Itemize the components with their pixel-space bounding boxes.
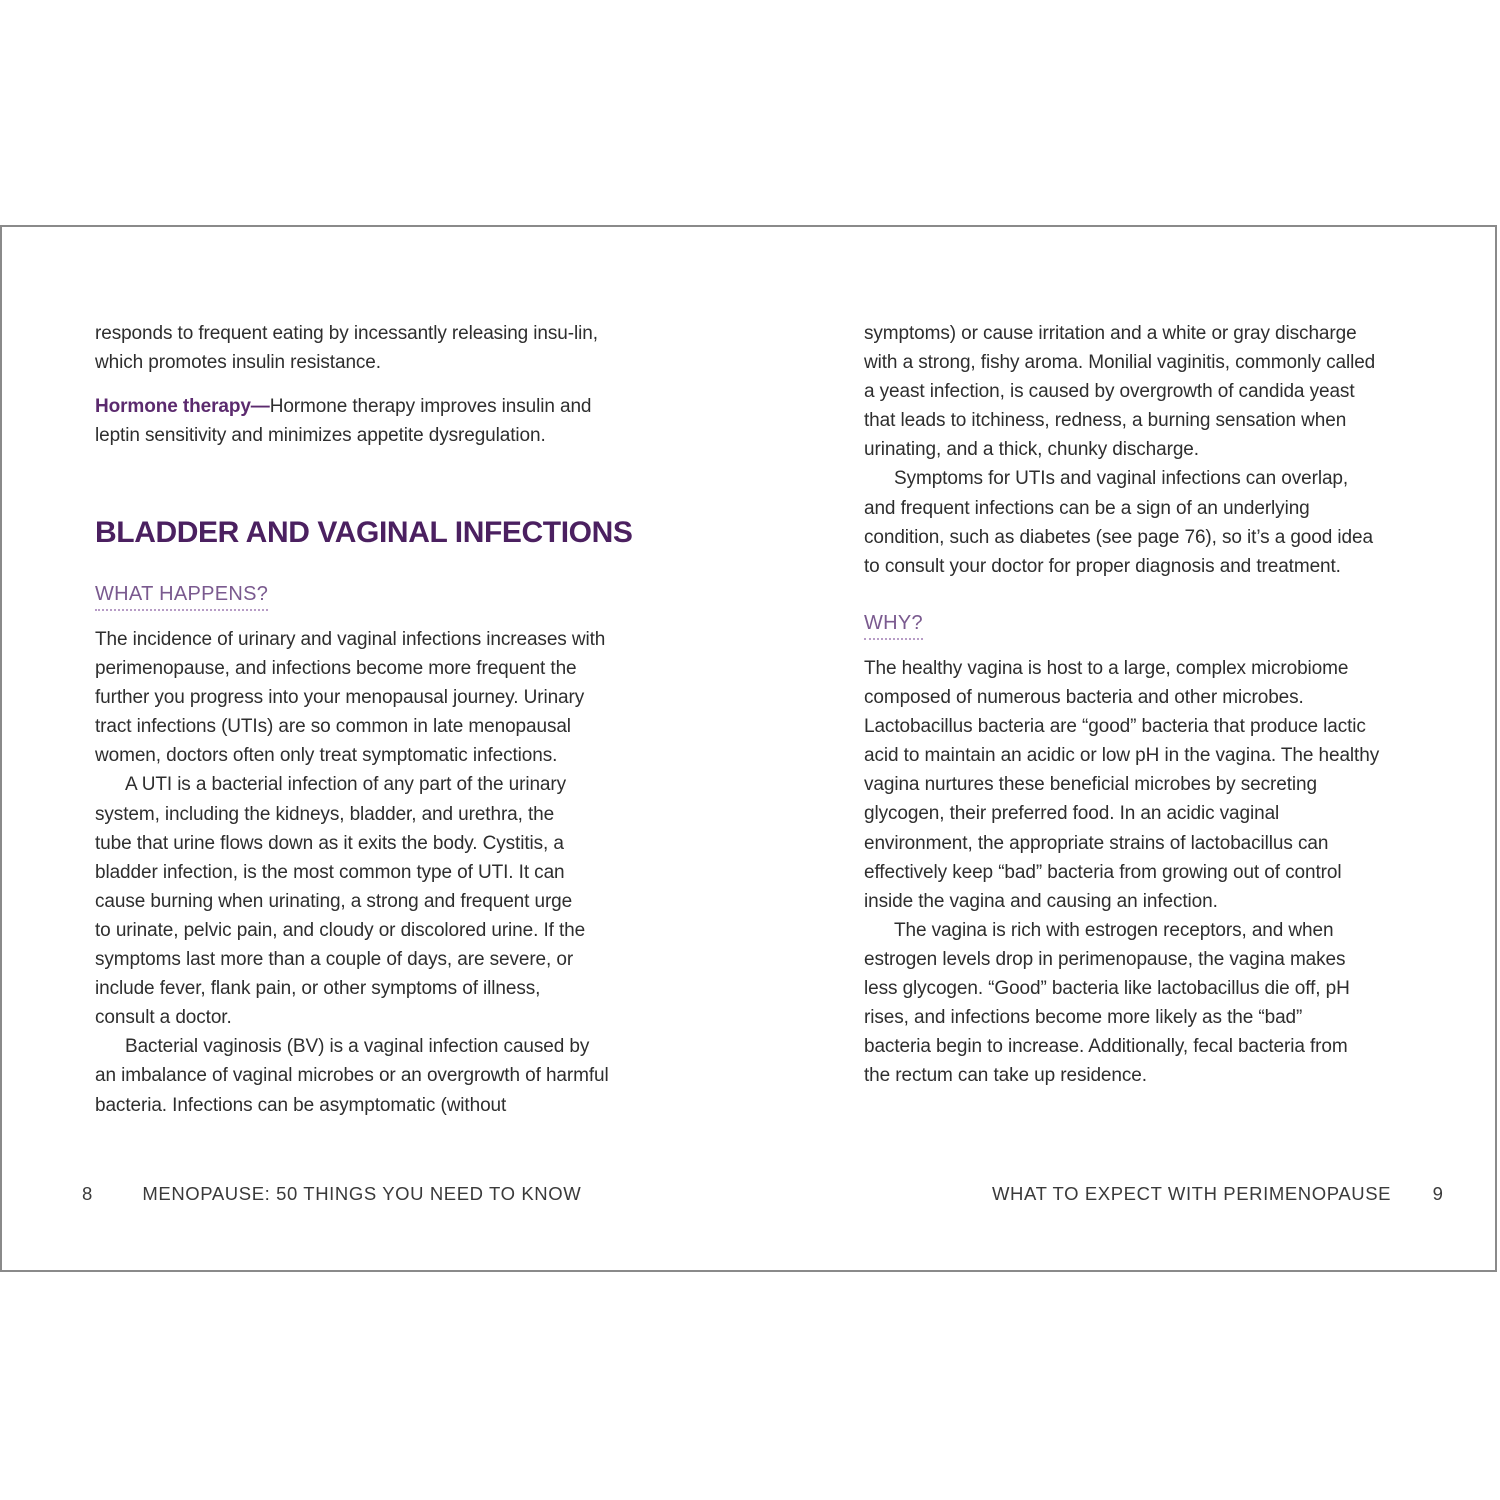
footer-right (992, 1182, 1444, 1206)
why-subhead: WHY? (864, 610, 923, 640)
paragraph-uti: A UTI is a bacterial infection of any part of the urinary system, including the kidneys, bladder, and urethra, the tube that urine flows down as it exits the body. Cystitis, a bladder infection, is the most common type of UTI. It can cause burning when urinating, a strong and frequent urge to urinate, pelvic pain, and cloudy or discolored urine. If the symptoms last more than a couple of days, are severe, or include fever, flank pain, or other symptoms of illness, consult a doctor. (95, 774, 586, 1029)
continued-body (864, 319, 1382, 581)
page-number-left: 8 (82, 1183, 93, 1204)
book-spread (0, 225, 1497, 1272)
paragraph-symptoms: symptoms) or cause irritation and a white or gray discharge with a strong, fishy aroma. Monilial vaginitis, commonly called a yeast infection, is caused by overgrowth of candida yeast that leads to itchiness, redness, a burning sensation when urinating, and a thick, chunky discharge. (864, 323, 1376, 461)
footer-left (82, 1182, 581, 1206)
why-body (864, 654, 1389, 1090)
page-number-right: 9 (1432, 1183, 1444, 1204)
hormone-therapy-text: Hormone therapy improves insulin and leptin sensitivity and minimizes appetite dysregulation. (95, 396, 592, 447)
paragraph-microbiome: The healthy vagina is host to a large, complex microbiome composed of numerous bacteria and other microbes. Lactobacillus bacteria are “good” bacteria that produce lactic acid to maintain an acidic or low pH in the vagina. The healthy vagina nurtures these beneficial microbes by secreting glycogen, their preferred food. In an acidic vaginal environment, the appropriate strains of lactobacillus can effectively keep “bad” bacteria from growing out of control inside the vagina and causing an infection. (864, 658, 1380, 912)
paragraph-bv: Bacterial vaginosis (BV) is a vaginal infection caused by an imbalance of vaginal microbes or an overgrowth of harmful bacteria. Infections can be asymptomatic (without (95, 1036, 609, 1116)
hormone-therapy-paragraph (95, 392, 635, 450)
what-happens-subhead: WHAT HAPPENS? (95, 581, 268, 611)
continued-paragraph: responds to frequent eating by incessantly releasing insu-lin, which promotes insulin resistance. (95, 323, 598, 374)
what-happens-body (95, 625, 613, 1120)
running-title-left: MENOPAUSE: 50 THINGS YOU NEED TO KNOW (142, 1183, 582, 1204)
paragraph-estrogen: The vagina is rich with estrogen receptors, and when estrogen levels drop in perimenopause, the vagina makes less glycogen. “Good” bacteria like lactobacillus die off, pH rises, and infections become more likely as the “bad” bacteria begin to increase. Additionally, fecal bacteria from the rectum can take up residence. (864, 919, 1350, 1087)
paragraph-incidence: The incidence of urinary and vaginal infections increases with perimenopause, and infections become more frequent the further you progress into your menopausal journey. Urinary tract infections (UTIs) are so common in late menopausal women, doctors often only treat symptomatic infections. (95, 629, 606, 767)
running-title-right: WHAT TO EXPECT WITH PERIMENOPAUSE (992, 1183, 1392, 1204)
paragraph-overlap: Symptoms for UTIs and vaginal infections can overlap, and frequent infections can be a sign of an underlying condition, such as diabetes (see page 76), so it’s a good idea to consult your doctor for proper diagnosis and treatment. (864, 468, 1373, 577)
hormone-therapy-label: Hormone therapy— (95, 396, 270, 417)
section-title: BLADDER AND VAGINAL INFECTIONS (95, 516, 633, 549)
